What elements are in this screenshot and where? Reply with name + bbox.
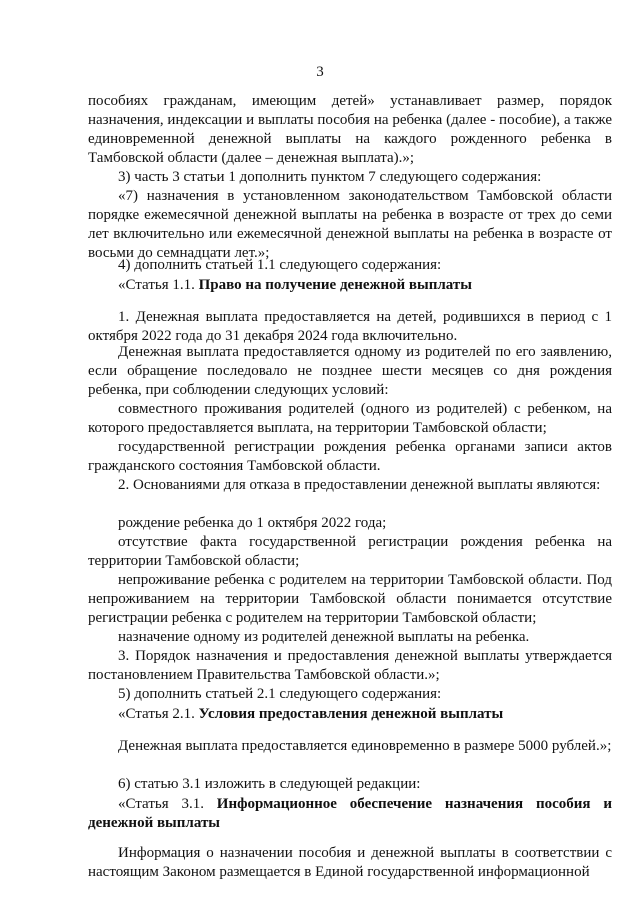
paragraph: 3. Порядок назначения и предоставления денежной выплаты утверждается постановлением Правительства Тамбовской области.»;: [88, 648, 612, 683]
paragraph: отсутствие факта государственной регистрации рождения ребенка на территории Тамбовской области;: [88, 534, 612, 569]
article-number: «Статья 1.1.: [118, 277, 199, 293]
paragraph: Денежная выплата предоставляется единовременно в размере 5000 рублей.»;: [118, 738, 612, 754]
paragraph: 5) дополнить статьей 2.1 следующего содержания:: [118, 686, 442, 702]
paragraph: пособиях гражданам, имеющим детей» устанавливает размер, порядок назначения, индексации и выплаты пособия на ребенка (далее - пособие), а также единовременной денежной выплаты на каждого рожденного ребенка в Тамбовской области (далее – денежная выплата).»;: [88, 93, 612, 166]
paragraph: 1. Денежная выплата предоставляется на детей, родившихся в период с 1 октября 2022 года до 31 декабря 2024 года включительно.: [88, 309, 612, 344]
paragraph: совместного проживания родителей (одного из родителей) с ребенком, на которого предоставляется выплата, на территории Тамбовской области;: [88, 401, 612, 436]
paragraph: назначение одному из родителей денежной выплаты на ребенка.: [118, 629, 530, 645]
paragraph: 4) дополнить статьей 1.1 следующего содержания:: [118, 257, 442, 273]
article-number: «Статья 3.1.: [118, 796, 217, 812]
paragraph: 3) часть 3 статьи 1 дополнить пунктом 7 следующего содержания:: [118, 169, 542, 185]
paragraph: 2. Основаниями для отказа в предоставлении денежной выплаты являются:: [118, 477, 601, 493]
paragraph: «7) назначения в установленном законодательством Тамбовской области порядке ежемесячной денежной выплаты на ребенка в возрасте от трех до семи лет включительно или ежемесячной денежной выплаты на ребенка в возрасте от восьми до семнадцати лет.»;: [88, 188, 612, 261]
article-title: Информационное обеспечение назначения пособия и денежной выплаты: [88, 796, 612, 831]
article-title: Условия предоставления денежной выплаты: [198, 706, 504, 722]
article-heading: [118, 276, 612, 295]
article-number: «Статья 2.1.: [118, 706, 199, 722]
paragraph: непроживание ребенка с родителем на территории Тамбовской области. Под непроживанием на территории Тамбовской области понимается отсутствие регистрации ребенка с родителем на территории Тамбовской области;: [88, 572, 612, 626]
page-number: 3: [316, 64, 324, 80]
article-heading: [118, 705, 612, 724]
paragraph: рождение ребенка до 1 октября 2022 года;: [118, 515, 387, 531]
article-title: Право на получение денежной выплаты: [198, 277, 472, 293]
paragraph: 6) статью 3.1 изложить в следующей редакции:: [118, 776, 421, 792]
paragraph: Информация о назначении пособия и денежной выплаты в соответствии с настоящим Законом размещается в Единой государственной информационной: [88, 845, 612, 880]
article-heading: [88, 795, 612, 833]
paragraph: Денежная выплата предоставляется одному из родителей по его заявлению, если обращение последовало не позднее шести месяцев со дня рождения ребенка, при соблюдении следующих условий:: [88, 344, 612, 398]
paragraph: государственной регистрации рождения ребенка органами записи актов гражданского состояния Тамбовской области.: [88, 439, 612, 474]
